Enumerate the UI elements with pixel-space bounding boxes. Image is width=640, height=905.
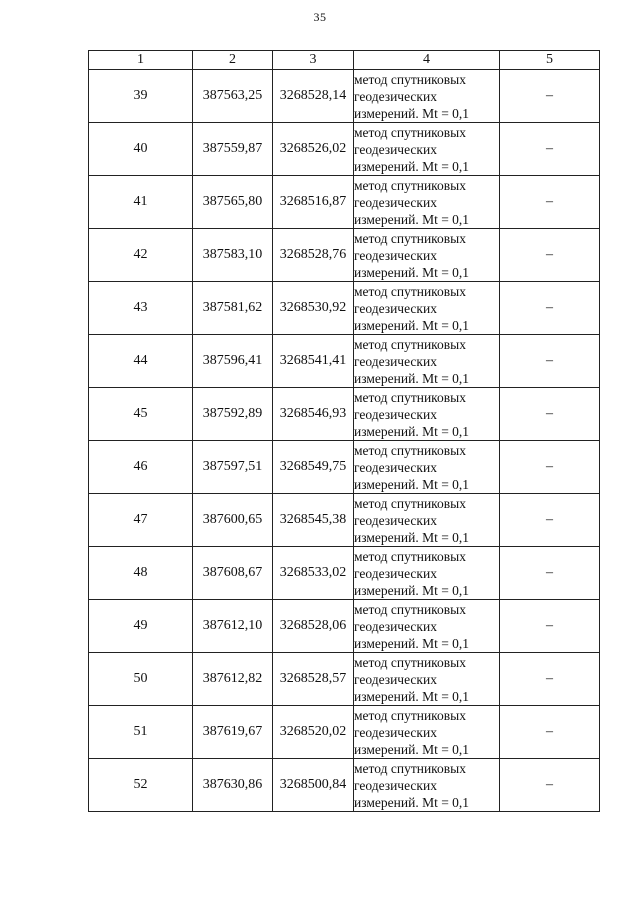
- method-text-line: геодезических: [354, 777, 437, 793]
- point-number-cell: 42: [89, 229, 193, 282]
- point-number-cell: 43: [89, 282, 193, 335]
- note-cell: –: [500, 706, 600, 759]
- coordinate-y-cell: 3268541,41: [273, 335, 354, 388]
- method-text-line: измерений. Mt = 0,1: [354, 105, 470, 121]
- method-text-line: геодезических: [354, 88, 437, 104]
- table-row: [89, 70, 600, 123]
- method-text-line: измерений. Mt = 0,1: [354, 476, 470, 492]
- note-cell: –: [500, 335, 600, 388]
- method-text-line: геодезических: [354, 353, 437, 369]
- column-header-4: 4: [354, 51, 500, 70]
- table-row: [89, 388, 600, 441]
- method-text-line: измерений. Mt = 0,1: [354, 582, 470, 598]
- method-text-line: измерений. Mt = 0,1: [354, 317, 470, 333]
- table-row: [89, 282, 600, 335]
- table-row: [89, 229, 600, 282]
- note-cell: –: [500, 176, 600, 229]
- method-text-line: метод спутниковых: [354, 495, 466, 511]
- method-text-line: геодезических: [354, 459, 437, 475]
- coordinate-y-cell: 3268500,84: [273, 759, 354, 812]
- coordinate-y-cell: 3268528,06: [273, 600, 354, 653]
- note-cell: –: [500, 70, 600, 123]
- column-header-3: 3: [273, 51, 354, 70]
- point-number-cell: 46: [89, 441, 193, 494]
- point-number-cell: 52: [89, 759, 193, 812]
- method-text-line: геодезических: [354, 724, 437, 740]
- point-number-cell: 48: [89, 547, 193, 600]
- method-text-line: метод спутниковых: [354, 707, 466, 723]
- method-cell: [354, 653, 500, 706]
- coordinate-x-cell: 387559,87: [193, 123, 273, 176]
- note-cell: –: [500, 388, 600, 441]
- coordinate-x-cell: 387596,41: [193, 335, 273, 388]
- method-cell: [354, 600, 500, 653]
- method-text-line: измерений. Mt = 0,1: [354, 423, 470, 439]
- method-cell: [354, 335, 500, 388]
- table-row: [89, 759, 600, 812]
- method-text-line: геодезических: [354, 512, 437, 528]
- method-text-line: метод спутниковых: [354, 71, 466, 87]
- method-text-line: измерений. Mt = 0,1: [354, 264, 470, 280]
- coordinate-x-cell: 387597,51: [193, 441, 273, 494]
- method-text-line: геодезических: [354, 300, 437, 316]
- method-cell: [354, 282, 500, 335]
- coordinate-x-cell: 387600,65: [193, 494, 273, 547]
- coordinate-y-cell: 3268528,57: [273, 653, 354, 706]
- method-text-line: метод спутниковых: [354, 442, 466, 458]
- method-text-line: геодезических: [354, 247, 437, 263]
- column-header-1: 1: [89, 51, 193, 70]
- table-row: [89, 600, 600, 653]
- table-row: [89, 494, 600, 547]
- column-header-2: 2: [193, 51, 273, 70]
- note-cell: –: [500, 600, 600, 653]
- table-header-row: [89, 51, 600, 70]
- method-text-line: измерений. Mt = 0,1: [354, 741, 470, 757]
- method-text-line: геодезических: [354, 141, 437, 157]
- table-row: [89, 706, 600, 759]
- table-row: [89, 123, 600, 176]
- method-text-line: измерений. Mt = 0,1: [354, 370, 470, 386]
- note-cell: –: [500, 653, 600, 706]
- coordinate-x-cell: 387619,67: [193, 706, 273, 759]
- coordinate-y-cell: 3268520,02: [273, 706, 354, 759]
- method-text-line: измерений. Mt = 0,1: [354, 529, 470, 545]
- method-text-line: метод спутниковых: [354, 124, 466, 140]
- point-number-cell: 44: [89, 335, 193, 388]
- table-body: [89, 70, 600, 812]
- method-text-line: геодезических: [354, 194, 437, 210]
- note-cell: –: [500, 547, 600, 600]
- point-number-cell: 47: [89, 494, 193, 547]
- method-text-line: метод спутниковых: [354, 177, 466, 193]
- coordinate-y-cell: 3268530,92: [273, 282, 354, 335]
- point-number-cell: 39: [89, 70, 193, 123]
- method-text-line: измерений. Mt = 0,1: [354, 211, 470, 227]
- coordinate-x-cell: 387565,80: [193, 176, 273, 229]
- method-cell: [354, 229, 500, 282]
- method-cell: [354, 706, 500, 759]
- coordinate-y-cell: 3268545,38: [273, 494, 354, 547]
- point-number-cell: 40: [89, 123, 193, 176]
- table-row: [89, 176, 600, 229]
- note-cell: –: [500, 494, 600, 547]
- method-text-line: геодезических: [354, 618, 437, 634]
- method-cell: [354, 176, 500, 229]
- table-row: [89, 335, 600, 388]
- method-text-line: метод спутниковых: [354, 760, 466, 776]
- coordinate-y-cell: 3268528,14: [273, 70, 354, 123]
- method-text-line: измерений. Mt = 0,1: [354, 794, 470, 810]
- method-cell: [354, 759, 500, 812]
- coordinate-y-cell: 3268533,02: [273, 547, 354, 600]
- note-cell: –: [500, 441, 600, 494]
- point-number-cell: 45: [89, 388, 193, 441]
- point-number-cell: 41: [89, 176, 193, 229]
- coordinate-x-cell: 387630,86: [193, 759, 273, 812]
- page-number: 35: [313, 10, 327, 24]
- method-text-line: метод спутниковых: [354, 283, 466, 299]
- note-cell: –: [500, 229, 600, 282]
- method-text-line: метод спутниковых: [354, 230, 466, 246]
- note-cell: –: [500, 759, 600, 812]
- coordinate-x-cell: 387563,25: [193, 70, 273, 123]
- coordinate-y-cell: 3268526,02: [273, 123, 354, 176]
- coordinate-y-cell: 3268516,87: [273, 176, 354, 229]
- coordinate-x-cell: 387583,10: [193, 229, 273, 282]
- method-text-line: геодезических: [354, 565, 437, 581]
- coordinate-x-cell: 387608,67: [193, 547, 273, 600]
- table-row: [89, 441, 600, 494]
- point-number-cell: 50: [89, 653, 193, 706]
- method-cell: [354, 441, 500, 494]
- method-text-line: метод спутниковых: [354, 654, 466, 670]
- method-text-line: метод спутниковых: [354, 548, 466, 564]
- table-row: [89, 653, 600, 706]
- column-header-5: 5: [500, 51, 600, 70]
- point-number-cell: 51: [89, 706, 193, 759]
- method-text-line: геодезических: [354, 406, 437, 422]
- method-cell: [354, 123, 500, 176]
- table-row: [89, 547, 600, 600]
- method-cell: [354, 494, 500, 547]
- coordinate-x-cell: 387612,82: [193, 653, 273, 706]
- note-cell: –: [500, 282, 600, 335]
- method-text-line: метод спутниковых: [354, 389, 466, 405]
- coordinate-x-cell: 387612,10: [193, 600, 273, 653]
- method-cell: [354, 547, 500, 600]
- note-cell: –: [500, 123, 600, 176]
- method-text-line: измерений. Mt = 0,1: [354, 158, 470, 174]
- point-number-cell: 49: [89, 600, 193, 653]
- method-text-line: геодезических: [354, 671, 437, 687]
- method-text-line: метод спутниковых: [354, 601, 466, 617]
- coordinate-x-cell: 387581,62: [193, 282, 273, 335]
- method-text-line: измерений. Mt = 0,1: [354, 635, 470, 651]
- coordinates-table: [88, 50, 600, 812]
- coordinate-x-cell: 387592,89: [193, 388, 273, 441]
- coordinate-y-cell: 3268546,93: [273, 388, 354, 441]
- method-text-line: измерений. Mt = 0,1: [354, 688, 470, 704]
- coordinate-y-cell: 3268549,75: [273, 441, 354, 494]
- method-cell: [354, 70, 500, 123]
- coordinate-y-cell: 3268528,76: [273, 229, 354, 282]
- method-text-line: метод спутниковых: [354, 336, 466, 352]
- method-cell: [354, 388, 500, 441]
